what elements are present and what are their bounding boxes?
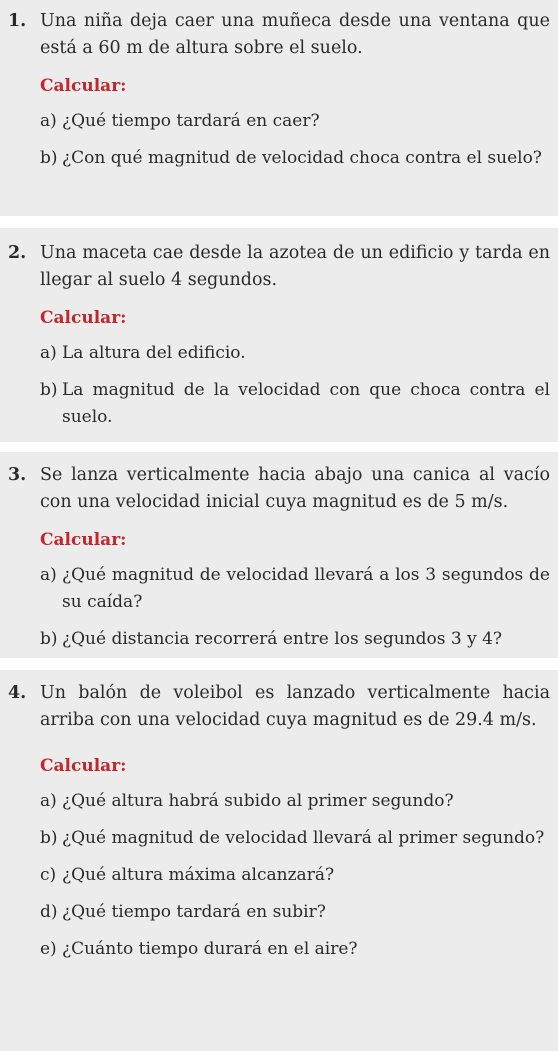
problem-number: 4. bbox=[8, 683, 27, 703]
problem-statement bbox=[8, 8, 550, 62]
item-text: ¿Qué tiempo tardará en subir? bbox=[62, 902, 326, 922]
question-item bbox=[40, 562, 550, 616]
question-item bbox=[40, 626, 550, 653]
problem-statement bbox=[8, 680, 550, 734]
item-label: e) bbox=[40, 939, 57, 959]
problem-4 bbox=[0, 670, 558, 1051]
item-text: ¿Con qué magnitud de velocidad choca contra el suelo? bbox=[62, 148, 542, 168]
problem-number: 1. bbox=[8, 11, 27, 31]
problem-text: Un balón de voleibol es lanzado verticalmente hacia arriba con una velocidad cuya magnitud es de 29.4 m/s. bbox=[40, 683, 550, 730]
problem-text: Se lanza verticalmente hacia abajo una canica al vacío con una velocidad inicial cuya magnitud es de 5 m/s. bbox=[40, 465, 550, 512]
item-text: ¿Qué magnitud de velocidad llevará al primer segundo? bbox=[62, 828, 545, 848]
problem-number: 2. bbox=[8, 243, 27, 263]
item-text: ¿Qué altura habrá subido al primer segundo? bbox=[62, 791, 454, 811]
question-item bbox=[40, 862, 550, 889]
question-item bbox=[40, 377, 550, 431]
item-text: ¿Qué tiempo tardará en caer? bbox=[62, 111, 320, 131]
calcular-label: Calcular: bbox=[40, 756, 127, 776]
item-label: c) bbox=[40, 865, 57, 885]
item-label: b) bbox=[40, 380, 58, 400]
problem-text: Una niña deja caer una muñeca desde una ventana que está a 60 m de altura sobre el suelo. bbox=[40, 11, 550, 58]
question-item bbox=[40, 108, 550, 135]
item-text: ¿Cuánto tiempo durará en el aire? bbox=[62, 939, 358, 959]
calcular-label: Calcular: bbox=[40, 76, 127, 96]
question-item bbox=[40, 340, 550, 367]
question-item bbox=[40, 145, 550, 172]
item-text: ¿Qué distancia recorrerá entre los segundos 3 y 4? bbox=[62, 629, 503, 649]
item-label: b) bbox=[40, 828, 58, 848]
item-label: a) bbox=[40, 111, 57, 131]
problem-statement bbox=[8, 462, 550, 516]
problem-number: 3. bbox=[8, 465, 27, 485]
question-item bbox=[40, 936, 550, 963]
item-label: d) bbox=[40, 902, 58, 922]
problem-3 bbox=[0, 452, 558, 658]
problem-statement bbox=[8, 240, 550, 294]
item-label: a) bbox=[40, 565, 57, 585]
question-item bbox=[40, 899, 550, 926]
problem-2 bbox=[0, 228, 558, 442]
problem-1 bbox=[0, 0, 558, 216]
item-text: La altura del edificio. bbox=[62, 343, 246, 363]
item-label: b) bbox=[40, 148, 58, 168]
item-text: ¿Qué magnitud de velocidad llevará a los 3 segundos de su caída? bbox=[62, 565, 550, 612]
item-label: b) bbox=[40, 629, 58, 649]
calcular-label: Calcular: bbox=[40, 530, 127, 550]
item-label: a) bbox=[40, 791, 57, 811]
problem-text: Una maceta cae desde la azotea de un edificio y tarda en llegar al suelo 4 segundos. bbox=[40, 243, 550, 290]
item-label: a) bbox=[40, 343, 57, 363]
item-text: La magnitud de la velocidad con que choca contra el suelo. bbox=[62, 380, 550, 427]
question-item bbox=[40, 788, 550, 815]
calcular-label: Calcular: bbox=[40, 308, 127, 328]
question-item bbox=[40, 825, 550, 852]
item-text: ¿Qué altura máxima alcanzará? bbox=[62, 865, 335, 885]
